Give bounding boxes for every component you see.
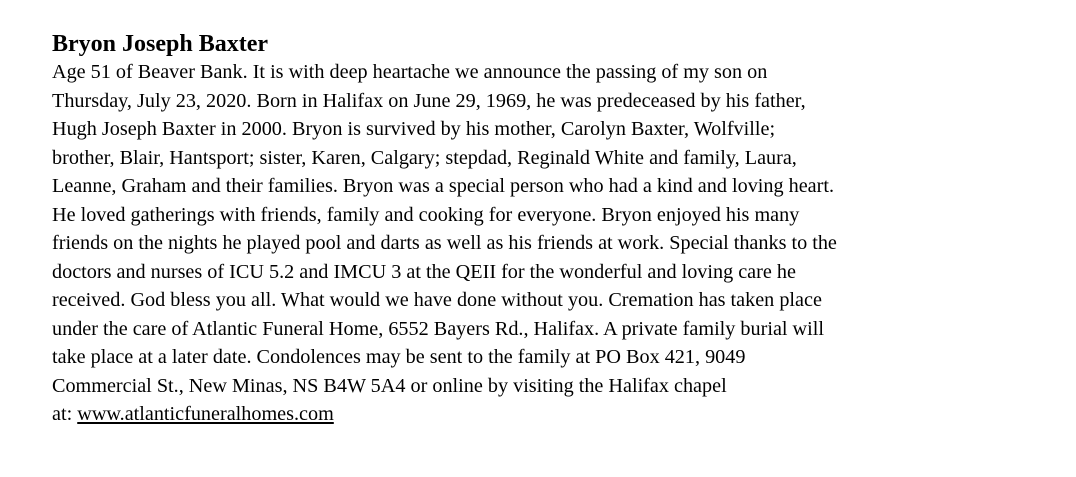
body-line: under the care of Atlantic Funeral Home, 6552 Bayers Rd., Halifax. A private family burial will — [52, 317, 824, 340]
body-line: Leanne, Graham and their families. Bryon was a special person who had a kind and loving heart. — [52, 175, 835, 197]
body-line-last — [52, 400, 1062, 429]
link-prefix: at: — [52, 403, 78, 425]
body-line: take place at a later date. Condolences may be sent to the family at PO Box 421, 9049 — [52, 346, 746, 368]
obituary-body — [52, 58, 1062, 429]
body-line: doctors and nurses of ICU 5.2 and IMCU 3 at the QEII for the wonderful and loving care he — [52, 260, 796, 283]
body-line: brother, Blair, Hantsport; sister, Karen, Calgary; stepdad, Reginald White and family, Laura, — [52, 146, 797, 169]
body-line: Age 51 of Beaver Bank. It is with deep heartache we announce the passing of my son on — [52, 61, 768, 83]
body-line: Thursday, July 23, 2020. Born in Halifax on June 29, 1969, he was predeceased by his father, — [52, 89, 806, 112]
body-line: He loved gatherings with friends, family and cooking for everyone. Bryon enjoyed his many — [52, 203, 800, 226]
obituary — [52, 30, 1062, 429]
body-line: Hugh Joseph Baxter in 2000. Bryon is survived by his mother, Carolyn Baxter, Wolfville; — [52, 118, 776, 140]
body-line: Commercial St., New Minas, NS B4W 5A4 or online by visiting the Halifax chapel — [52, 374, 727, 397]
obituary-name: Bryon Joseph Baxter — [52, 31, 268, 57]
funeral-home-website-link[interactable]: www.atlanticfuneralhomes.com — [77, 403, 334, 425]
body-line: received. God bless you all. What would we have done without you. Cremation has taken place — [52, 289, 822, 311]
body-line: friends on the nights he played pool and darts as well as his friends at work. Special thanks to the — [52, 232, 837, 254]
